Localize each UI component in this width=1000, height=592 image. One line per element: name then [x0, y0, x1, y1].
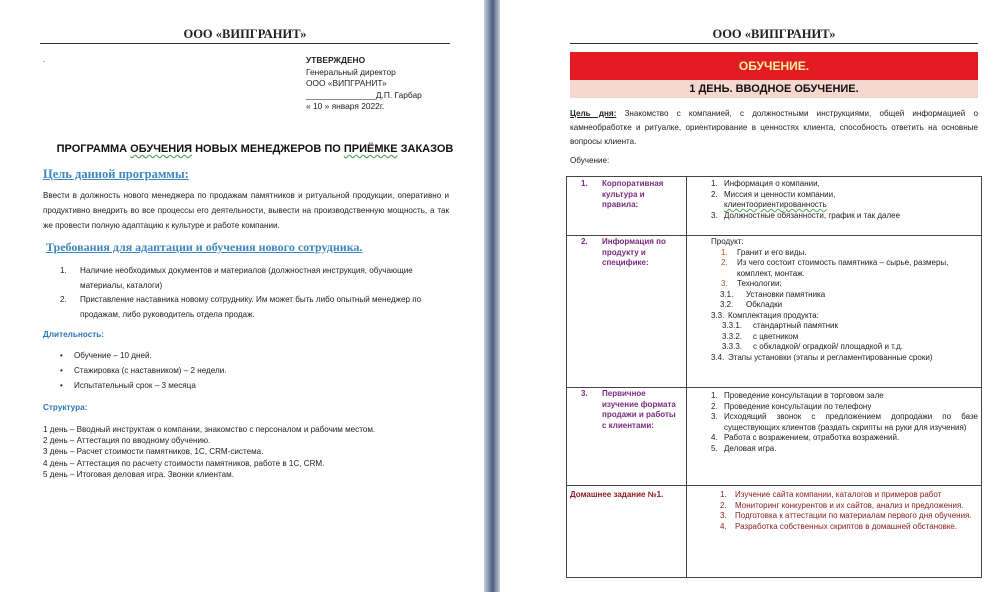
list-item: 1. Наличие необходимых документов и материалов (должностная инструкция, обучающие материалы, каталоги): [60, 266, 413, 290]
list-item: 5 день – Итоговая деловая игра. Звонки клиентам.: [43, 469, 234, 479]
company-header: ООО «ВИПГРАНИТ»: [712, 27, 836, 41]
list-item: 2. Приставление наставника новому сотруднику. Им может быть либо опытный менеджер по продажам, либо руководитель отдела продаж.: [60, 295, 422, 319]
list-item: • Испытательный срок – 3 месяца: [60, 381, 196, 390]
header-rule: [40, 43, 450, 44]
header-rule: [570, 43, 978, 44]
row-content: 1. Проведение консультации в торговом зале 2. Проведение консультации по телефону 3. Исходящий звонок с предложением допродажи по базе существующих клиентов (раздать скрипты на руки для изучения) 4. Работа с возражением, отработка возражений. 5. Деловая игра.: [711, 391, 978, 453]
goal-heading: Цель данной программы:: [43, 167, 189, 181]
requirements-list: [60, 264, 452, 322]
section-title-band: ОБУЧЕНИЕ.: [570, 52, 978, 80]
goal-text: Ввести в должность нового менеджера по продажам памятников и ритуальной продукции, оперативно и продуктивно внедрить во все процессы его деятельности, вывести на производственную мощность, а так же провести полную адаптацию к культуре и работе компании.: [43, 191, 449, 230]
list-item: • Стажировка (с наставником) – 2 недели.: [60, 366, 227, 375]
table-row: 3. Первичное изучение формата продажи и работы с клиентами: 1. Проведение консультации в торговом зале 2. Проведение консультации по телефону 3. Исходящий звонок с предложением допродажи по базе существующих клиентов (раздать скрипты на руки для изучения) 4. Работа с возражением, отработка возражений. 5. Деловая игра.: [567, 387, 981, 486]
row-content: 1. Информация о компании, 2. Миссия и ценности компании, клиентоориентированность 3. Должностные обязанности, график и так далее: [711, 179, 901, 220]
list-item: 1 день – Вводный инструктаж о компании, знакомство с персоналом и рабочим местом.: [43, 425, 376, 434]
structure-list: [43, 424, 375, 480]
requirements-heading: Требования для адаптации и обучения нового сотрудника.: [46, 240, 363, 254]
company-header: ООО «ВИПГРАНИТ»: [183, 27, 307, 41]
homework-list: 1. Изучение сайта компании, каталогов и примеров работ 2. Мониторинг конкурентов и их сайтов, анализ и предложения. 3. Подготовка к аттестации по материалам первого дня обучения. 4. Разработка собственных скриптов в домашней обстановке.: [720, 490, 972, 531]
approval-line: _______________Д.П. Гарбар: [306, 89, 422, 100]
approval-block: [306, 55, 422, 113]
stray-dot: .: [43, 55, 46, 64]
page-divider: [484, 0, 500, 592]
list-item: 3 день – Расчет стоимости памятников, 1С, CRM-система.: [43, 447, 264, 457]
table-row: 1. Корпоративная культура и правила: 1. Информация о компании, 2. Миссия и ценности компании, клиентоориентированность 3. Должностные обязанности, график и так далее: [567, 177, 981, 236]
approval-line: Генеральный директор: [306, 66, 396, 77]
approval-line: « 10 » января 2022г.: [306, 101, 385, 111]
approval-line: УТВЕРЖДЕНО: [306, 55, 366, 65]
table-row: [567, 485, 981, 577]
document-page-left: [0, 0, 484, 592]
approval-line: ООО «ВИПГРАНИТ»: [306, 78, 387, 88]
list-item: 2 день – Аттестация по вводному обучению.: [43, 436, 211, 446]
table-row: 2. Информация по продукту и специфике: Продукт: 1. Гранит и его виды. 2. Из чего состоит стоимость памятника – сырье, размеры, комплект, монтаж. 3. Технологии: 3.1. Установки памятника 3.2. Обкладки 3.3. Комплектация продукта: 3.3.1. стандартный памятник 3.3.2. с цветником 3.3.3. с обкладкой/ оградкой/ площадкой и т.д. 3.4. Этапы установки (этапы и регламентированные сроки): [567, 235, 981, 388]
duration-label: Длительность:: [43, 330, 105, 339]
homework-heading: Домашнее задание №1.: [570, 490, 664, 499]
day-title-band: 1 ДЕНЬ. ВВОДНОЕ ОБУЧЕНИЕ.: [570, 80, 978, 98]
row-content: Продукт: 1. Гранит и его виды. 2. Из чего состоит стоимость памятника – сырье, размеры, комплект, монтаж. 3. Технологии: 3.1. Установки памятника 3.2. Обкладки 3.3. Комплектация продукта: 3.3.1. стандартный памятник 3.3.2. с цветником 3.3.3. с обкладкой/ оградкой/ площадкой и т.д. 3.4. Этапы установки (этапы и регламентированные сроки): [711, 237, 949, 362]
list-item: 4 день – Аттестация по расчету стоимости памятников, работе в 1С, CRM.: [43, 458, 325, 468]
structure-label: Структура:: [43, 403, 88, 412]
document-title: ПРОГРАММА ОБУЧЕНИЯ НОВЫХ МЕНЕДЖЕРОВ ПО ПРИЁМКЕ ЗАКАЗОВ: [56, 143, 454, 155]
duration-list: [58, 348, 226, 393]
training-plan-table: [566, 176, 982, 578]
list-item: • Обучение – 10 дней.: [60, 351, 152, 360]
learning-label: Обучение:: [570, 156, 610, 165]
day-goal: Цель дня: Знакомство с компанией, с должностными инструкциями, общей информацией о камнеобработке и ритуалке, ориентирование в ценностях клиента, способность ответить на основные вопросы клиента.: [570, 109, 978, 146]
